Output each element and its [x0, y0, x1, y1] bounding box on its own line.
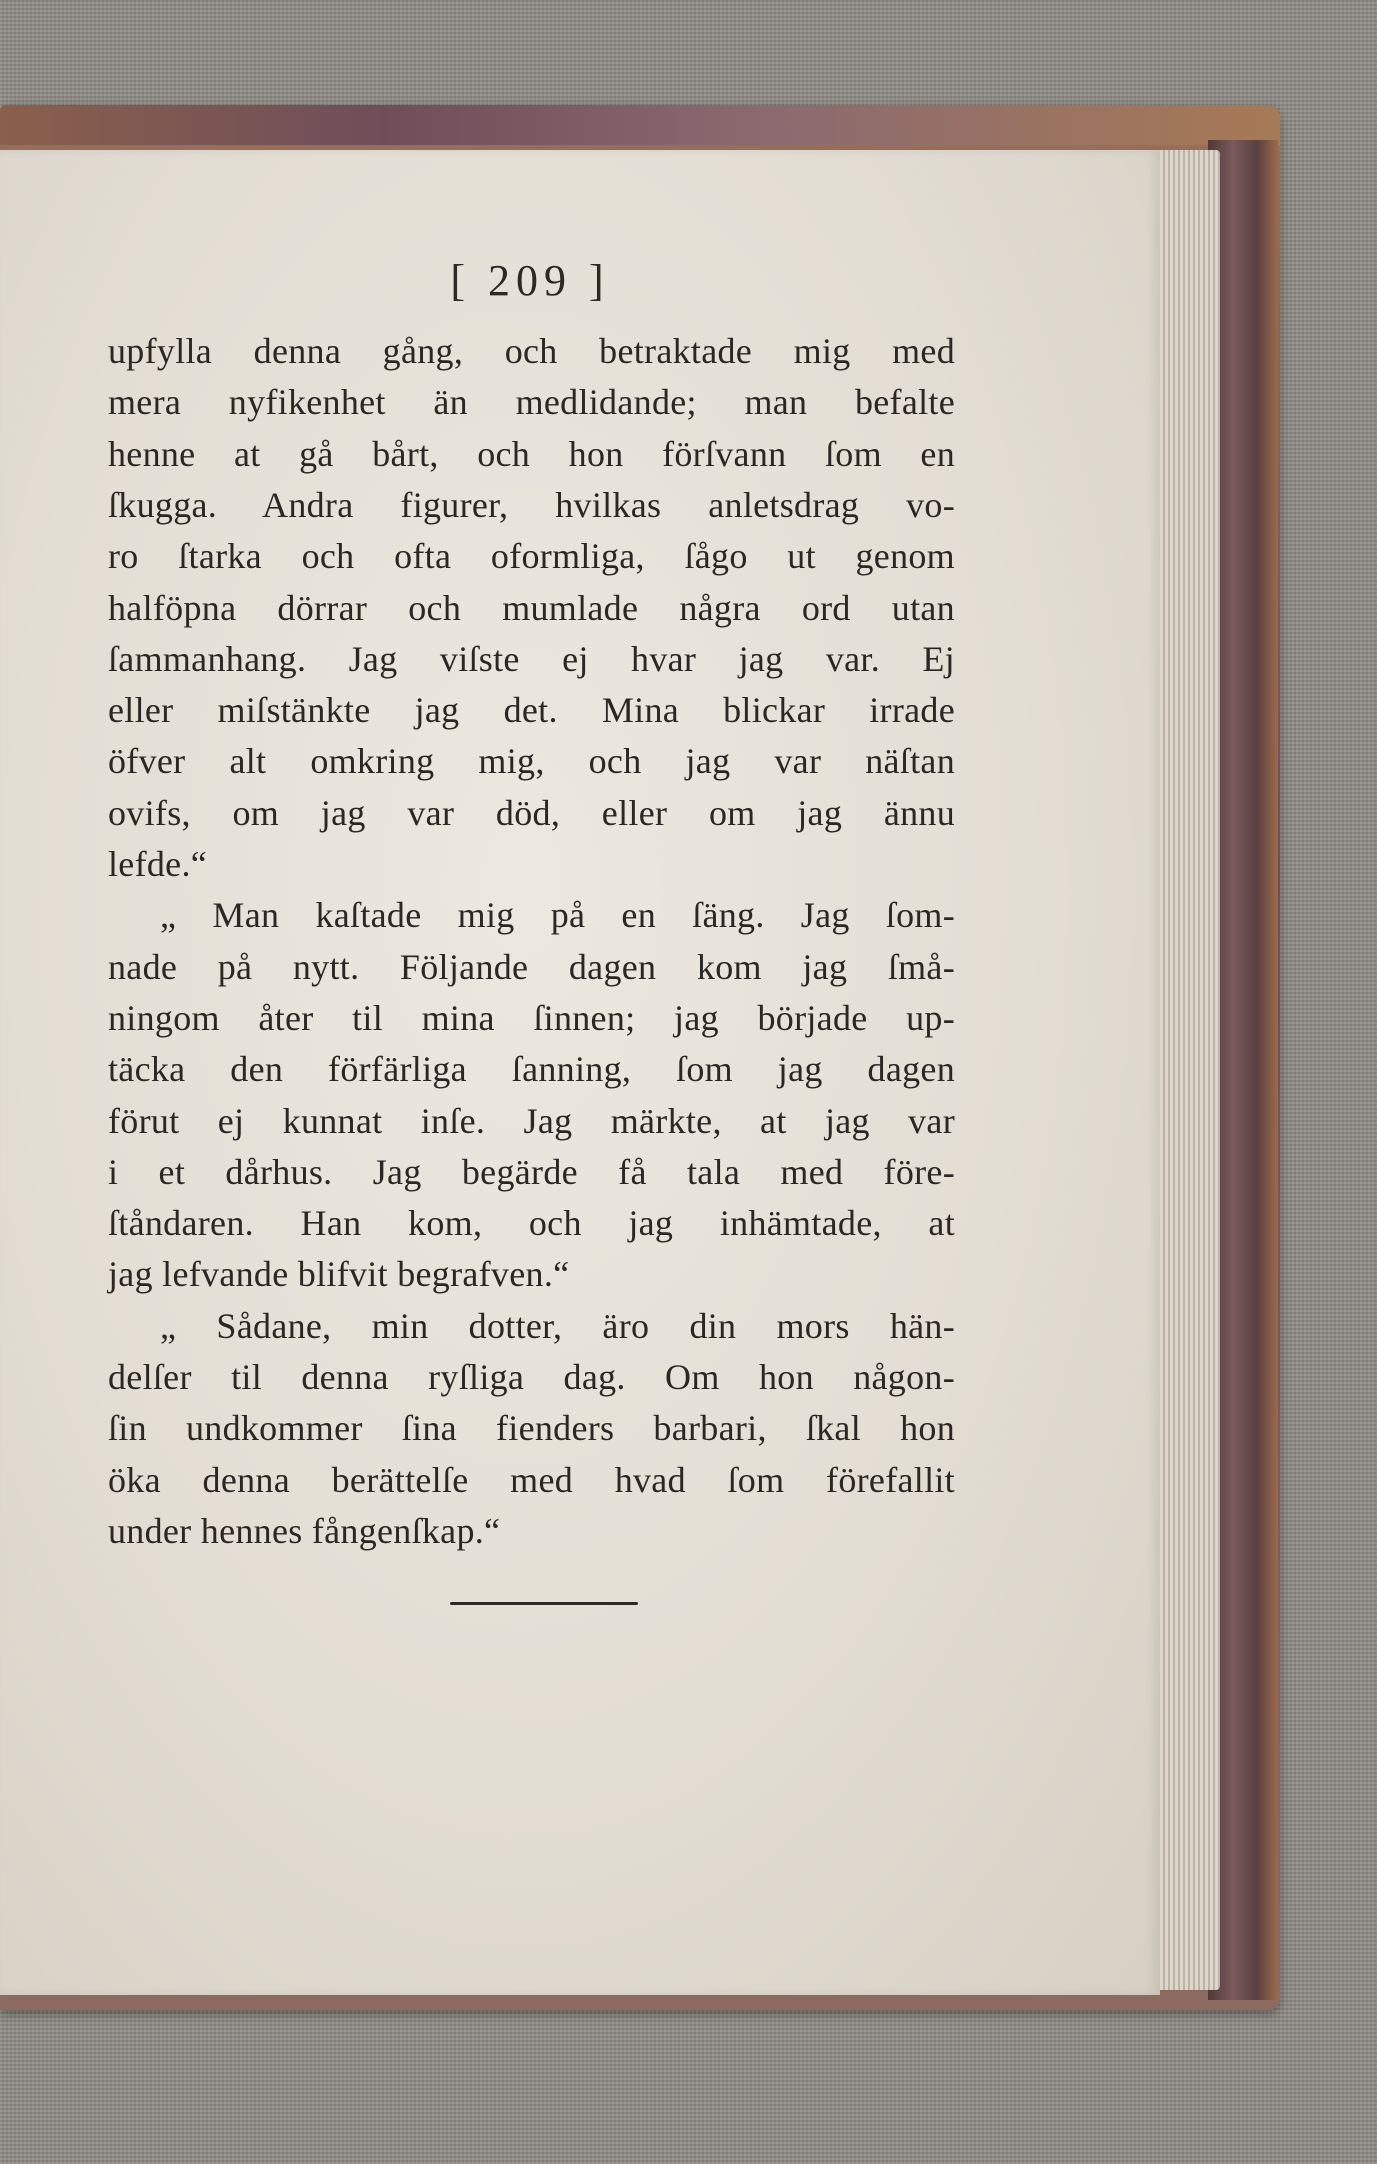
text-line: upfylla denna gång, och betraktade mig med [108, 331, 955, 371]
text-line: under hennes fångenſkap.“ [108, 1510, 501, 1551]
text-line: förut ej kunnat inſe. Jag märkte, at jag var [108, 1100, 955, 1141]
text-line: nade på nytt. Följande dagen kom jag ſmå- [108, 946, 955, 987]
text-line: ro ſtarka och ofta oformliga, ſågo ut genom [108, 536, 955, 577]
text-line: i et dårhus. Jag begärde få tala med före- [108, 1151, 955, 1192]
text-line: ſammanhang. Jag viſste ej hvar jag var. Ej [108, 638, 955, 679]
text-line: ſin undkommer ſina fienders barbari, ſkal hon [108, 1408, 955, 1449]
text-line: ningom åter til mina ſinnen; jag började up- [108, 997, 955, 1038]
text-line: ovifs, om jag var död, eller om jag ännu [108, 792, 955, 833]
page-number: [ 209 ] [450, 256, 610, 305]
cover-top-edge [0, 105, 1280, 145]
text-line: lefde.“ [108, 844, 208, 884]
text-line: „ Sådane, min dotter, äro din mors hän- [160, 1305, 955, 1346]
section-divider [450, 1602, 638, 1605]
text-line: täcka den förfärliga ſanning, ſom jag dagen [108, 1049, 955, 1090]
text-line: henne at gå bårt, och hon förſvann ſom en [108, 433, 955, 474]
text-line: jag lefvande blifvit begrafven.“ [108, 1254, 570, 1295]
text-line: halföpna dörrar och mumlade några ord utan [108, 587, 955, 628]
text-line: öka denna berättelſe med hvad ſom förefallit [108, 1459, 955, 1500]
text-line: delſer til denna ryſliga dag. Om hon någon- [108, 1357, 955, 1397]
text-line: ſkugga. Andra figurer, hvilkas anletsdrag vo- [108, 484, 955, 525]
text-line: öfver alt omkring mig, och jag var näſtan [108, 741, 955, 782]
text-line: ſtåndaren. Han kom, och jag inhämtade, at [108, 1203, 955, 1244]
text-line: „ Man kaſtade mig på en ſäng. Jag ſom- [160, 895, 955, 936]
text-line: mera nyfikenhet än medlidande; man befalte [108, 382, 955, 423]
text-line: eller miſstänkte jag det. Mina blickar irrade [108, 690, 955, 731]
